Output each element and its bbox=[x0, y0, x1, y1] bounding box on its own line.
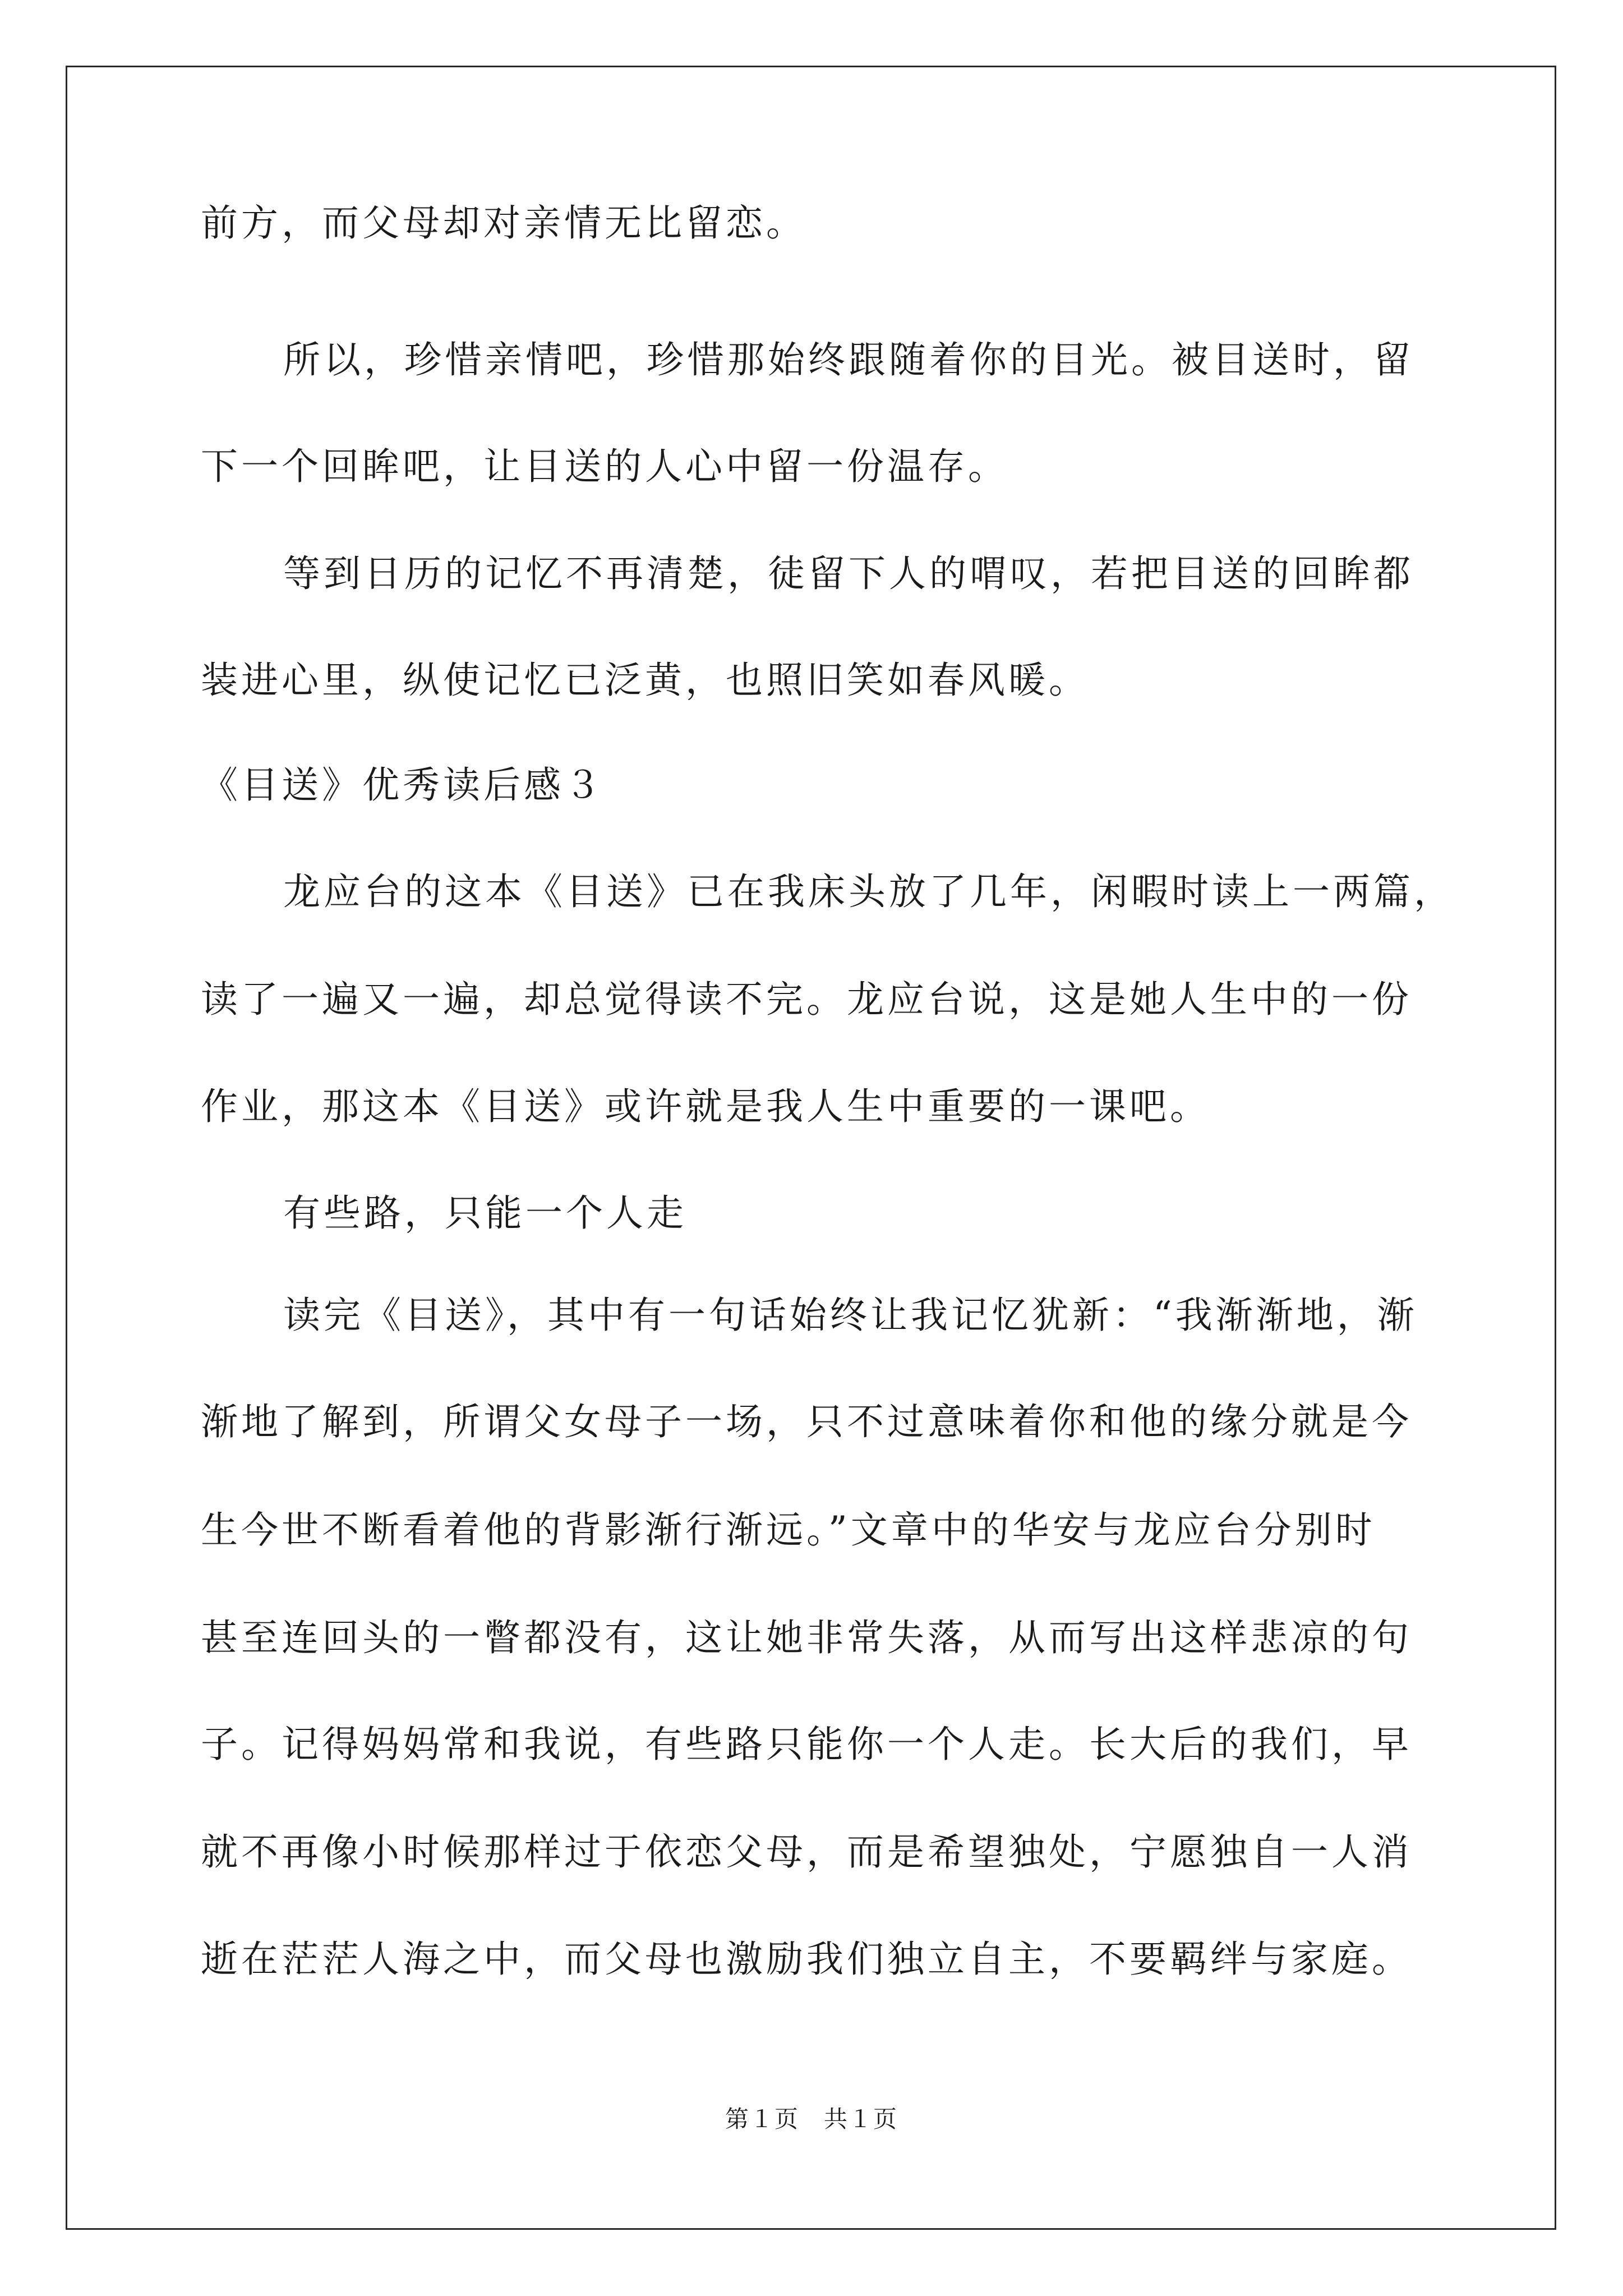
body-line: 装进心里，纵使记忆已泛黄，也照旧笑如春风暖。 bbox=[201, 659, 1089, 702]
body-line: 甚至连回头的一瞥都没有，这让她非常失落，从而写出这样悲凉的句 bbox=[201, 1616, 1412, 1659]
body-line: 等到日历的记忆不再清楚，徒留下人的喟叹，若把目送的回眸都 bbox=[283, 552, 1414, 595]
body-line: 龙应台的这本《目送》已在我床头放了几年，闲暇时读上一两篇， bbox=[283, 870, 1454, 913]
body-line: 所以，珍惜亲情吧，珍惜那始终跟随着你的目光。被目送时，留 bbox=[283, 338, 1414, 381]
page-border bbox=[66, 66, 1556, 2230]
page-number: 第１页 共１页 bbox=[725, 2105, 898, 2133]
body-line: 读完《目送》，其中有一句话始终让我记忆犹新：“我渐渐地，渐 bbox=[283, 1294, 1418, 1337]
body-line: 下一个回眸吧，让目送的人心中留一份温存。 bbox=[201, 445, 1008, 488]
subheading: 有些路，只能一个人走 bbox=[283, 1191, 687, 1235]
body-line: 读了一遍又一遍，却总觉得读不完。龙应台说，这是她人生中的一份 bbox=[201, 978, 1412, 1021]
body-line: 子。记得妈妈常和我说，有些路只能你一个人走。长大后的我们，早 bbox=[201, 1723, 1412, 1766]
body-line: 逝在茫茫人海之中，而父母也激励我们独立自主，不要羁绊与家庭。 bbox=[201, 1938, 1412, 1981]
body-line: 渐地了解到，所谓父女母子一场，只不过意味着你和他的缘分就是今 bbox=[201, 1400, 1412, 1443]
section-heading: 《目送》优秀读后感３ bbox=[201, 763, 605, 807]
body-line: 就不再像小时候那样过于依恋父母，而是希望独处，宁愿独自一人消 bbox=[201, 1830, 1412, 1874]
body-line: 作业，那这本《目送》或许就是我人生中重要的一课吧。 bbox=[201, 1085, 1210, 1128]
body-line: 生今世不断看着他的背影渐行渐远。”文章中的华安与龙应台分别时 bbox=[201, 1508, 1376, 1552]
body-line: 前方，而父母却对亲情无比留恋。 bbox=[201, 201, 806, 245]
